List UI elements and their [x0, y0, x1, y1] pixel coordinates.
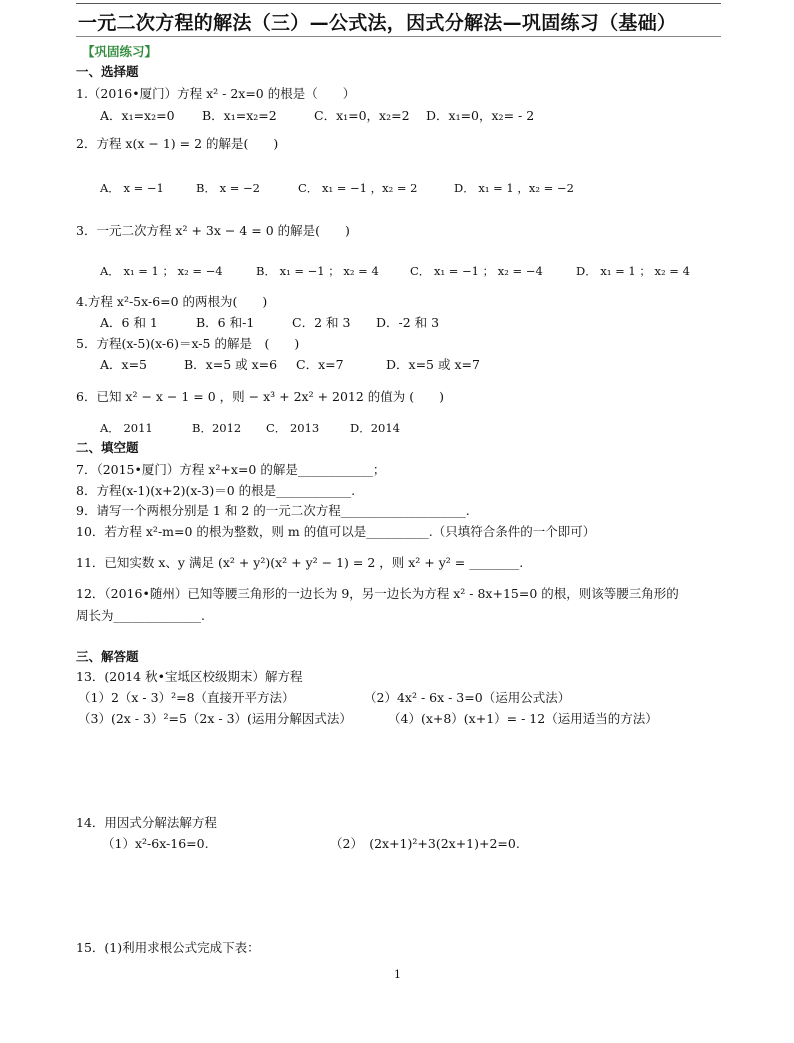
q6-option-d: D．2014: [350, 421, 400, 435]
q8: 8．方程(x-1)(x+2)(x-3)＝0 的根是____________.: [76, 483, 356, 498]
q4-option-a: A．6 和 1: [100, 315, 158, 330]
q2-options: [100, 180, 574, 196]
q4-option-b: B．6 和-1: [196, 315, 255, 330]
page-title: 一元二次方程的解法（三）—公式法，因式分解法—巩固练习（基础）: [78, 12, 677, 34]
q2-stem: 2．方程 x(x − 1) = 2 的解是( ): [76, 136, 279, 151]
q1-option-b: B．x₁=x₂=2: [202, 108, 277, 123]
section-answer-heading: 三、解答题: [76, 649, 139, 664]
title-rule: [76, 36, 721, 37]
q15: 15．(1)利用求根公式完成下表：: [76, 940, 260, 955]
q5-option-d: D．x=5 或 x=7: [386, 357, 480, 372]
q6-option-a: A． 2011: [100, 421, 153, 435]
q1-options: [100, 108, 534, 124]
q14-part-1: （1）x²-6x-16=0.: [102, 836, 209, 851]
q4-options: [100, 315, 439, 331]
q13-part-4: （4）(x+8）(x+1）= - 12（运用适当的方法）: [388, 711, 658, 726]
q13-part-1: （1）2（x - 3）²=8（直接开平方法）: [78, 690, 295, 705]
q1-stem: 1.（2016•厦门）方程 x² - 2x=0 的根是（ ）: [76, 86, 356, 101]
q3-option-b: B． x₁ = −1 ； x₂ = 4: [256, 264, 379, 278]
section-fill-heading: 二、填空题: [76, 440, 139, 455]
section-tag: 【巩固练习】: [82, 44, 158, 59]
q5-option-a: A．x=5: [100, 357, 148, 372]
q12-line-1: 12．（2016•随州）已知等腰三角形的一边长为 9，另一边长为方程 x² - 8x+15=0 的根，则该等腰三角形的: [76, 586, 679, 601]
page-number: 1: [394, 968, 401, 981]
q5-option-b: B．x=5 或 x=6: [184, 357, 278, 372]
q1-option-a: A．x₁=x₂=0: [100, 108, 175, 123]
q6-stem: 6．已知 x² − x − 1 = 0 ，则 − x³ + 2x² + 2012 的值为 ( ): [76, 389, 445, 404]
q3-option-a: A． x₁ = 1 ； x₂ = −4: [100, 264, 223, 278]
q2-option-d: D． x₁ = 1 ，x₂ = −2: [454, 181, 574, 195]
q2-option-b: B． x = −2: [196, 181, 260, 195]
top-rule: [76, 3, 721, 4]
q14-stem: 14．用因式分解法解方程: [76, 815, 217, 830]
q2-option-a: A． x = −1: [100, 181, 164, 195]
q14-part-2: （2） (2x+1)²+3(2x+1)+2=0.: [330, 836, 520, 851]
q5-stem: 5．方程(x-5)(x-6)＝x-5 的解是 ( ): [76, 336, 300, 351]
q9: 9．请写一个两根分别是 1 和 2 的一元二次方程____________________.: [76, 503, 470, 518]
q3-option-d: D． x₁ = 1 ； x₂ = 4: [576, 264, 690, 278]
q13-part-3: （3）(2x - 3）²=5（2x - 3）(运用分解因式法）: [78, 711, 352, 726]
q4-stem: 4.方程 x²-5x-6=0 的两根为( ): [76, 294, 268, 309]
q5-options: [100, 357, 480, 373]
q6-option-b: B．2012: [192, 421, 242, 435]
q13-part-2: （2）4x² - 6x - 3=0（运用公式法）: [364, 690, 571, 705]
q1-option-c: C．x₁=0，x₂=2: [314, 108, 410, 123]
q13-stem: 13．(2014 秋•宝坻区校级期末）解方程: [76, 669, 303, 684]
q3-option-c: C． x₁ = −1 ； x₂ = −4: [410, 264, 543, 278]
q10: 10．若方程 x²-m=0 的根为整数，则 m 的值可以是__________.（只填符合条件的一个即可）: [76, 524, 596, 539]
q7: 7．（2015•厦门）方程 x²+x=0 的解是____________；: [76, 462, 386, 477]
section-choice-heading: 一、选择题: [76, 64, 139, 79]
q1-option-d: D．x₁=0，x₂= - 2: [426, 108, 535, 123]
q4-option-c: C．2 和 3: [292, 315, 351, 330]
q6-option-c: C． 2013: [266, 421, 320, 435]
q3-options: [100, 263, 690, 279]
q5-option-c: C．x=7: [296, 357, 344, 372]
q12-line-2: 周长为______________.: [76, 608, 205, 623]
q11: 11．已知实数 x、y 满足 (x² + y²)(x² + y² − 1) = 2 ，则 x² + y² = ________.: [76, 555, 524, 570]
q4-option-d: D．-2 和 3: [376, 315, 440, 330]
q3-stem: 3．一元二次方程 x² + 3x − 4 = 0 的解是( ): [76, 223, 350, 238]
q2-option-c: C． x₁ = −1 ，x₂ = 2: [298, 181, 418, 195]
q6-options: [100, 420, 400, 436]
